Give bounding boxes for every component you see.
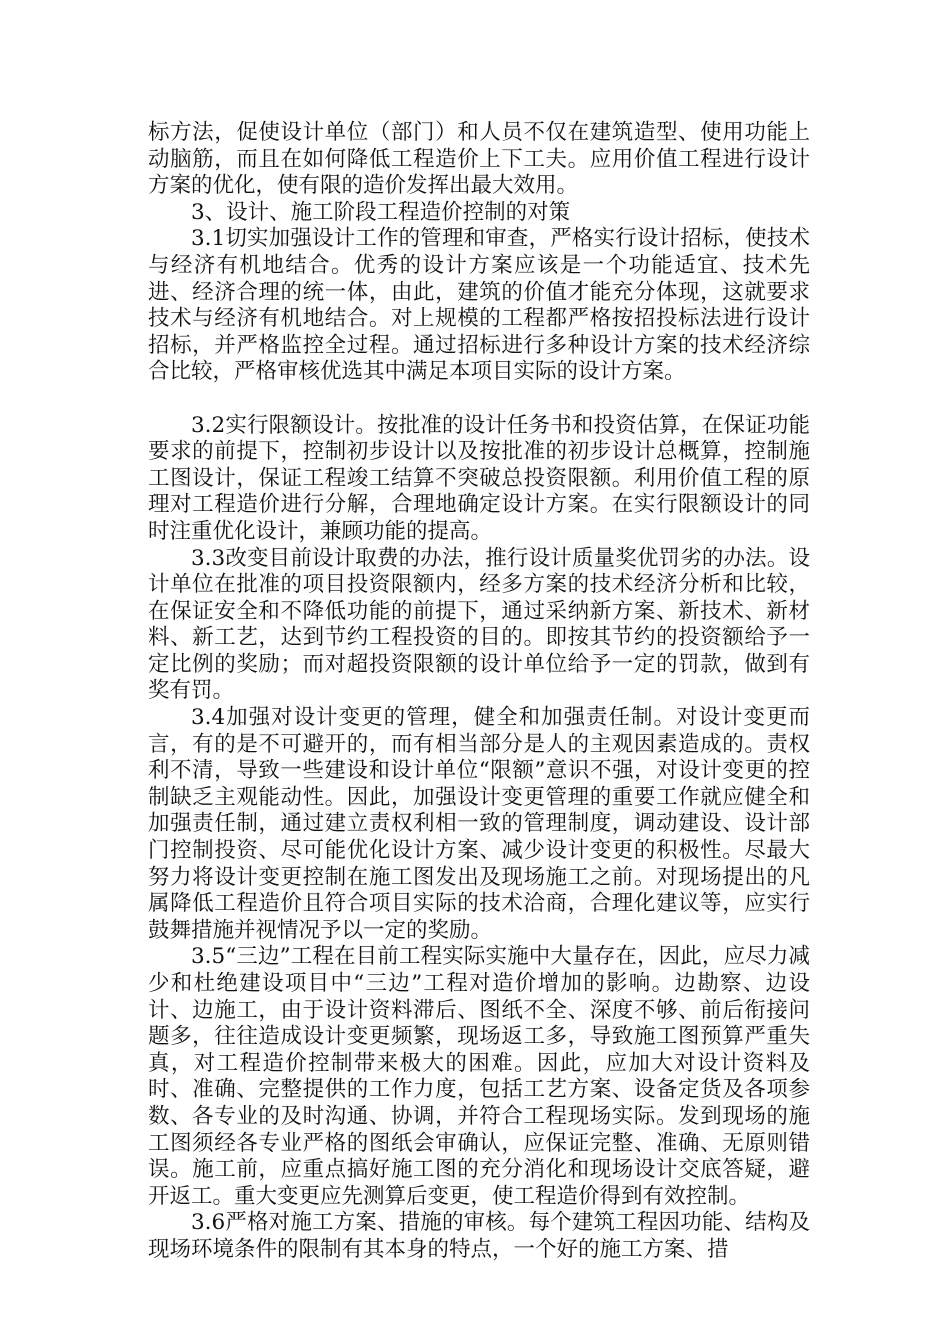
section-heading-3: 3、设计、施工阶段工程造价控制的对策 xyxy=(191,199,571,225)
blank-line xyxy=(148,386,810,413)
paragraph-3-1: 3.1切实加强设计工作的管理和审查，严格实行设计招标，使技术与经济有机地结合。优秀的设计方案应该是一个功能适宜、技术先进、经济合理的统一体，由此，建筑的价值才能充分体现，这就要求技术与经济有机地结合。对上规模的工程都严格按招投标法进行设计招标，并严格监控全过程。通过招标进行多种设计方案的技术经济综合比较，严格审核优选其中满足本项目实际的设计方案。 xyxy=(148,226,810,385)
document-body xyxy=(148,120,810,1264)
paragraph-3-2: 3.2实行限额设计。按批准的设计任务书和投资估算，在保证功能要求的前提下，控制初步设计以及按批准的初步设计总概算，控制施工图设计，保证工程竣工结算不突破总投资限额。利用价值工程的原理对工程造价进行分解，合理地确定设计方案。在实行限额设计的同时注重优化设计，兼顾功能的提高。 xyxy=(148,412,810,544)
paragraph-3-4: 3.4加强对设计变更的管理，健全和加强责任制。对设计变更而言，有的是不可避开的，而有相当部分是人的主观因素造成的。责权利不清，导致一些建设和设计单位“限额”意识不强，对设计变更的控制缺乏主观能动性。因此，加强设计变更管理的重要工作就应健全和加强责任制，通过建立责权利相一致的管理制度，调动建设、设计部门控制投资、尽可能优化设计方案、减少设计变更的积极性。尽最大努力将设计变更控制在施工图发出及现场施工之前。对现场提出的凡属降低工程造价且符合项目实际的技术洽商，合理化建议等，应实行鼓舞措施并视情况予以一定的奖励。 xyxy=(148,705,810,943)
paragraph-3-3: 3.3改变目前设计取费的办法，推行设计质量奖优罚劣的办法。设计单位在批准的项目投资限额内，经多方案的技术经济分析和比较，在保证安全和不降低功能的前提下，通过采纳新方案、新技术、新材料、新工艺，达到节约工程投资的目的。即按其节约的投资额给予一定比例的奖励；而对超投资限额的设计单位给予一定的罚款，做到有奖有罚。 xyxy=(148,545,810,704)
paragraph-continuation: 标方法，促使设计单位（部门）和人员不仅在建筑造型、使用功能上动脑筋，而且在如何降低工程造价上下工夫。应用价值工程进行设计方案的优化，使有限的造价发挥出最大效用。 xyxy=(148,120,810,199)
paragraph-3-6: 3.6严格对施工方案、措施的审核。每个建筑工程因功能、结构及现场环境条件的限制有其本身的特点，一个好的施工方案、措 xyxy=(148,1210,810,1262)
paragraph-3-5: 3.5“三边”工程在目前工程实际实施中大量存在，因此，应尽力减少和杜绝建设项目中“三边”工程对造价增加的影响。边勘察、边设计、边施工，由于设计资料滞后、图纸不全、深度不够、前后衔接问题多，往往造成设计变更频繁，现场返工多，导致施工图预算严重失真，对工程造价控制带来极大的困难。因此，应加大对设计资料及时、准确、完整提供的工作力度，包括工艺方案、设备定货及各项参数、各专业的及时沟通、协调，并符合工程现场实际。发到现场的施工图须经各专业严格的图纸会审确认，应保证完整、准确、无原则错误。施工前，应重点搞好施工图的充分消化和现场设计交底答疑，避开返工。重大变更应先测算后变更，使工程造价得到有效控制。 xyxy=(148,944,810,1209)
